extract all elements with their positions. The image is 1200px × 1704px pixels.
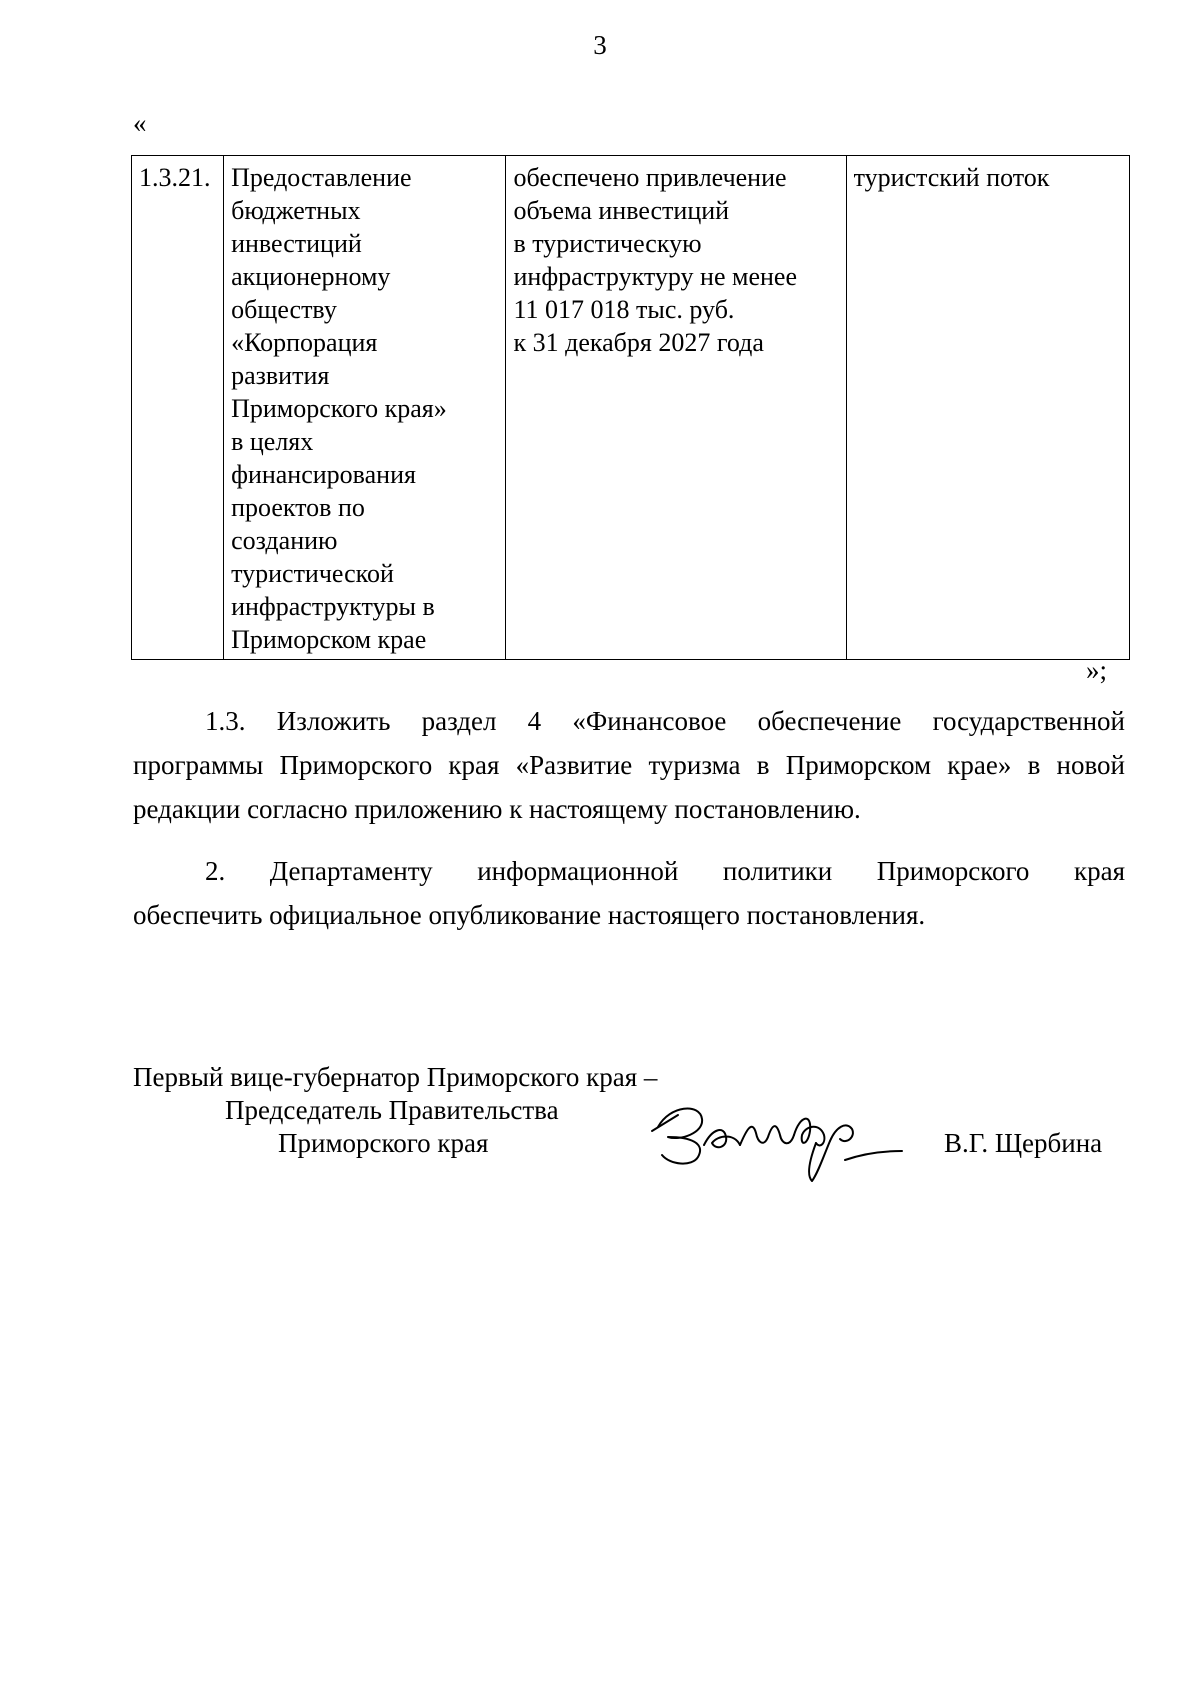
row-number-cell: 1.3.21. bbox=[132, 156, 224, 660]
signatory-name: В.Г. Щербина bbox=[944, 1128, 1103, 1158]
opening-quote-mark: « bbox=[133, 108, 147, 138]
expected-result-cell: обеспечено привлечение объема инвестиций в туристическую инфраструктуру не менее 11 017 018 тыс. руб. к 31 декабря 2027 года bbox=[506, 156, 846, 660]
signatory-title-line: Приморского края bbox=[278, 1128, 489, 1158]
closing-quote-mark: »; bbox=[1086, 655, 1108, 685]
measure-description-cell: Предоставление бюджетных инвестиций акционерному обществу «Корпорация развития Приморского края» в целях финансирования проектов по созданию туристической инфраструктуры в Приморском крае bbox=[224, 156, 506, 660]
paragraph-line: обеспечить официальное опубликование настоящего постановления. bbox=[133, 900, 926, 930]
measures-table bbox=[131, 155, 1130, 660]
paragraph-1-3 bbox=[133, 699, 1125, 831]
paragraph-line: программы Приморского края «Развитие туризма в Приморском крае» в новой bbox=[133, 750, 1125, 780]
page-number: 3 bbox=[593, 30, 607, 60]
paragraph-line: 1.3. Изложить раздел 4 «Финансовое обеспечение государственной bbox=[205, 706, 1125, 736]
paragraph-2 bbox=[133, 849, 1125, 937]
signatory-title-line: Председатель Правительства bbox=[225, 1095, 559, 1125]
paragraph-line: 2. Департаменту информационной политики Приморского края bbox=[205, 856, 1125, 886]
signatory-title-line: Первый вице-губернатор Приморского края – bbox=[133, 1062, 658, 1092]
handwritten-signature bbox=[640, 1085, 930, 1195]
paragraph-line: редакции согласно приложению к настоящему постановлению. bbox=[133, 794, 861, 824]
table-row bbox=[132, 156, 1130, 660]
indicator-cell: туристский поток bbox=[846, 156, 1129, 660]
